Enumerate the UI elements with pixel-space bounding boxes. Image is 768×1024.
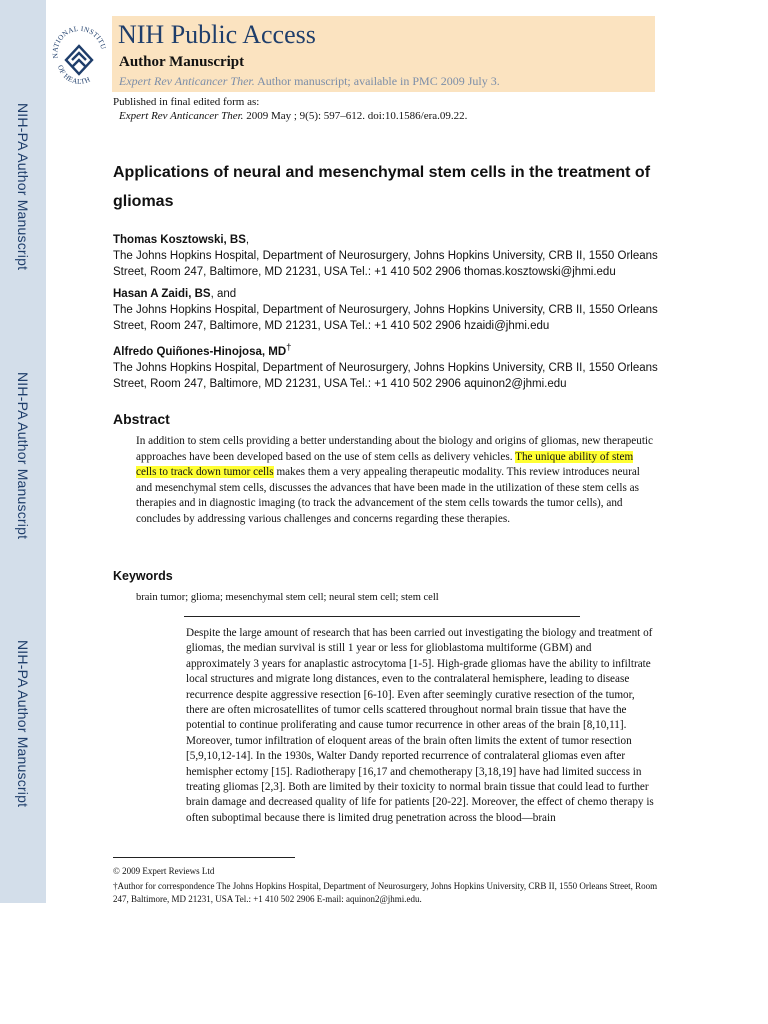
logo-text-top: NATIONAL INSTITU (51, 24, 108, 59)
nih-seal-icon (46, 16, 112, 92)
author-name: Thomas Kosztowski, BS (113, 234, 246, 246)
citation-details: 2009 May ; 9(5): 597–612. doi:10.1586/era.09.22. (243, 110, 468, 122)
author-affiliation: The Johns Hopkins Hospital, Department of Neurosurgery, Johns Hopkins University, CRB II, 1550 Orleans Street, Room 247, Baltimore, MD 21231, USA Tel.: +1 410 502 2906 thomas.kosztowski@jhmi.edu (113, 250, 658, 278)
abstract-rest: makes them a very appealing therapeutic modality. This review introduces neural and mesenchymal stem cells, discusses the advances that have been made in the utilization of these stem cells as therapies and in diagnostic imaging (to track the advancement of the stem cells towards the tumor cells), and concludes by addressing various challenges and concerns regarding these therapies. (136, 466, 640, 525)
sidebar-label: NIH-PA Author Manuscript (15, 372, 31, 540)
page-title: NIH Public Access (118, 20, 316, 49)
abstract-intro: In addition to stem cells providing a better understanding about the biology and origins of gliomas, new therapeutic approaches have been developed based on the use of stem cells as delivery vehicles. (136, 435, 653, 463)
journal-availability (119, 74, 500, 89)
citation (119, 110, 467, 122)
abstract-heading: Abstract (113, 411, 170, 427)
keywords-heading: Keywords (113, 569, 173, 583)
author-suffix: , (245, 234, 250, 246)
author-name: Hasan A Zaidi, BS (113, 288, 211, 300)
logo-text-bottom: OF HEALTH (55, 64, 92, 86)
author-affiliation: The Johns Hopkins Hospital, Department of Neurosurgery, Johns Hopkins University, CRB II, 1550 Orleans Street, Room 247, Baltimore, MD 21231, USA Tel.: +1 410 502 2906 aquinon2@jhmi.edu (113, 361, 658, 390)
footnote-divider (113, 857, 295, 858)
author-entry (113, 232, 673, 280)
sidebar-label: NIH-PA Author Manuscript (15, 103, 31, 271)
author-entry (113, 286, 673, 334)
sidebar-label: NIH-PA Author Manuscript (15, 640, 31, 808)
article-title: Applications of neural and mesenchymal stem cells in the treatment of gliomas (113, 164, 651, 210)
abstract-text (136, 434, 656, 528)
author-suffix: , and (210, 288, 237, 300)
section-divider (184, 616, 580, 617)
sidebar-band (0, 0, 46, 903)
availability-text: Author manuscript; available in PMC 2009 July 3. (254, 74, 500, 88)
author-name: Alfredo Quiñones-Hinojosa, MD (113, 345, 287, 358)
journal-name: Expert Rev Anticancer Ther. (119, 74, 255, 88)
author-list (113, 232, 673, 398)
author-affiliation: The Johns Hopkins Hospital, Department of Neurosurgery, Johns Hopkins University, CRB II, 1550 Orleans Street, Room 247, Baltimore, MD 21231, USA Tel.: +1 410 502 2906 hzaidi@jhmi.edu (113, 304, 658, 332)
author-entry (113, 340, 673, 392)
citation-journal: Expert Rev Anticancer Ther. (119, 110, 244, 122)
copyright-text: © 2009 Expert Reviews Ltd (113, 866, 215, 876)
manuscript-label: Author Manuscript (119, 54, 245, 70)
keywords-text: brain tumor; glioma; mesenchymal stem cell; neural stem cell; stem cell (136, 592, 439, 603)
highlighted-text: The unique ability of stem cells to track down tumor cells (136, 450, 634, 479)
correspondence-footnote: †Author for correspondence The Johns Hopkins Hospital, Department of Neurosurgery, Johns Hopkins University, CRB II, 1550 Orleans Street, Room 247, Baltimore, MD 21231, USA Tel.: +1 410 502 2906 E-mail: aquinon2@jhmi.edu. (113, 881, 658, 904)
corresponding-mark: † (286, 342, 292, 353)
published-label: Published in final edited form as: (113, 96, 260, 108)
body-paragraph: Despite the large amount of research that has been carried out investigating the biology and treatment of gliomas, the median survival is still 1 year or less for glioblastoma multiforme (GBM) and approximately 3 years for anaplastic astrocytoma [1-5]. High-grade gliomas have the ability to infiltrate local structures and migrate long distances, even to the contralateral hemisphere, leading to disease recurrence despite aggressive resection [6-10]. Even after seemingly curative resection of the tumor, there are often microsatellites of tumor cells scattered throughout normal brain tissue that have the potential to continue proliferating and cause tumor recurrence in other areas of the brain [8,10,11]. Moreover, tumor infiltration of eloquent areas of the brain often limits the extent of tumor resection [5,9,10,12-14]. In the 1930s, Walter Dandy reported recurrence of contralateral gliomas even after hemispher ectomy [15]. Radiotherapy [16,17 and chemotherapy [3,18,19] have had limited success in treating gliomas [2,3]. Both are limited by their toxicity to normal brain tissue that could lead to further brain damage and decreased quality of life for patients [20-22]. Moreover, the effect of chemo therapy is often suboptimal because there is limited drug penetration across the blood—brain (186, 627, 654, 824)
